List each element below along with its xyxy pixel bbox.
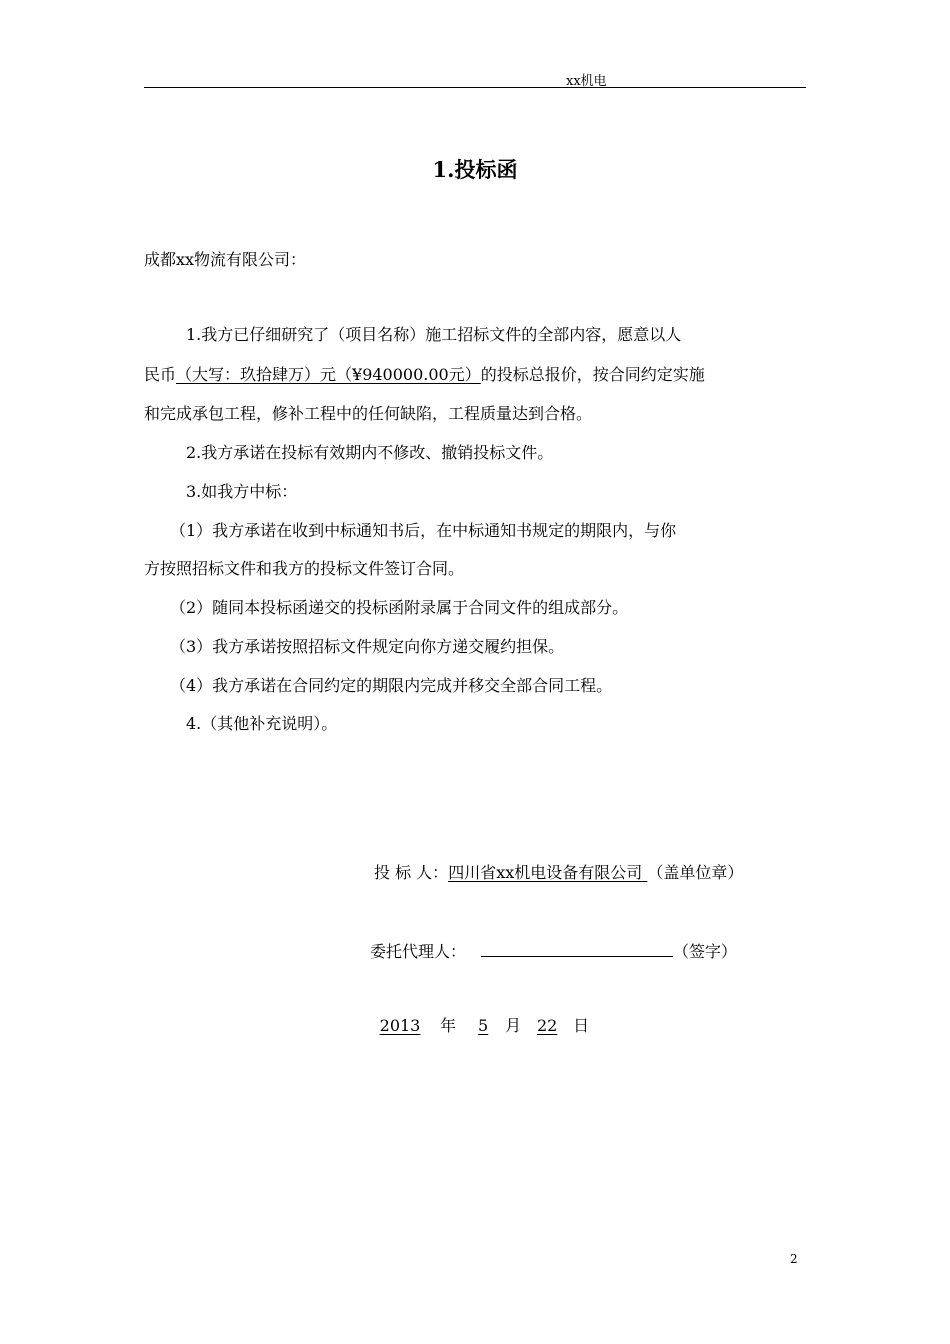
bidder-label: 投 标 人：: [374, 863, 449, 882]
para1-line2-prefix: 民币: [144, 365, 177, 384]
item1-line1: （1）我方承诺在收到中标通知书后，在中标通知书规定的期限内，与你: [170, 521, 677, 540]
agent-label: 委托代理人：: [370, 942, 467, 961]
page-number: 2: [790, 1252, 798, 1266]
para3: 3.如我方中标：: [186, 482, 298, 501]
para1-line2: [144, 365, 705, 385]
recipient: 成都xx物流有限公司：: [144, 250, 307, 269]
agent-suffix: （签字）: [673, 942, 738, 961]
para1-line1: 1.我方已仔细研究了（项目名称）施工招标文件的全部内容，愿意以人: [186, 325, 682, 344]
bidder-suffix: （盖单位章）: [647, 863, 744, 882]
year-label: 年: [440, 1016, 457, 1035]
para2: 2.我方承诺在投标有效期内不修改、撤销投标文件。: [186, 443, 554, 462]
document-title: 1.投标函: [432, 157, 518, 182]
item1-line2: 方按照招标文件和我方的投标文件签订合同。: [144, 559, 465, 578]
day-label: 日: [573, 1016, 590, 1035]
item2: （2）随同本投标函递交的投标函附录属于合同文件的组成部分。: [170, 598, 629, 617]
date-day: 22: [536, 1016, 558, 1035]
para4: 4.（其他补充说明）。: [186, 714, 338, 733]
item3: （3）我方承诺按照招标文件规定向你方递交履约担保。: [170, 637, 565, 656]
date-year: 2013: [379, 1016, 421, 1035]
bidder-line: [374, 863, 743, 883]
para1-line3: 和完成承包工程，修补工程中的任何缺陷，工程质量达到合格。: [144, 404, 593, 423]
bidder-name: 四川省xx机电设备有限公司: [448, 863, 643, 882]
agent-line: [370, 940, 737, 962]
month-label: 月: [505, 1016, 522, 1035]
para1-line2-suffix: 的投标总报价，按合同约定实施: [480, 365, 705, 384]
date-month: 5: [478, 1016, 489, 1035]
agent-signature-blank[interactable]: [481, 940, 673, 957]
date-line: [360, 1016, 589, 1036]
header-rule: [144, 87, 806, 88]
bid-amount: （大写：玖拾肆万）元（¥940000.00元）: [176, 365, 481, 384]
header-text: xx机电: [566, 74, 607, 89]
item4: （4）我方承诺在合同约定的期限内完成并移交全部合同工程。: [170, 676, 613, 695]
